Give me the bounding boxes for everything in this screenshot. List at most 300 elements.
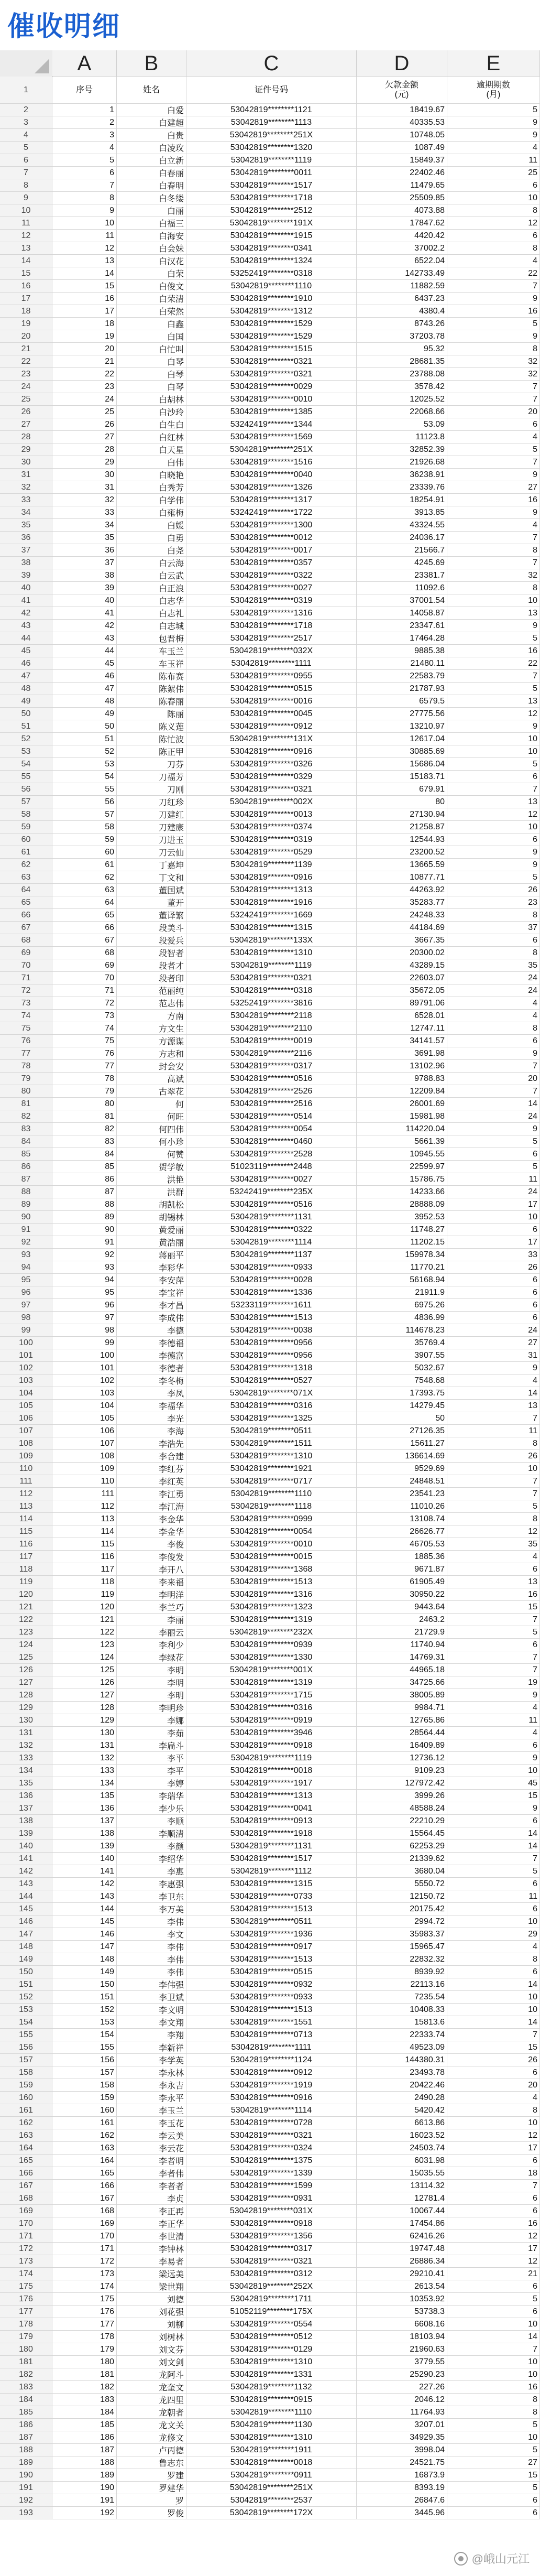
cell-amount[interactable]: 11748.27 [357, 1224, 447, 1236]
cell-seq[interactable]: 132 [52, 1752, 117, 1765]
cell-id-number[interactable]: 53042819********1919 [186, 2079, 357, 2092]
cell-overdue[interactable]: 5 [447, 1865, 540, 1878]
cell-seq[interactable]: 142 [52, 1878, 117, 1890]
cell-seq[interactable]: 118 [52, 1576, 117, 1588]
cell-name[interactable]: 车玉兰 [117, 645, 186, 657]
cell-amount[interactable]: 11123.8 [357, 431, 447, 443]
cell-seq[interactable]: 84 [52, 1148, 117, 1161]
cell-name[interactable]: 罗 [117, 2494, 186, 2507]
row-number[interactable]: 92 [0, 1236, 52, 1249]
row-number[interactable]: 139 [0, 1827, 52, 1840]
cell-overdue[interactable]: 7 [447, 456, 540, 469]
cell-name[interactable]: 范志伟 [117, 997, 186, 1010]
column-header-b[interactable]: B [117, 50, 186, 77]
cell-id-number[interactable]: 53042819********0318 [186, 984, 357, 997]
cell-name[interactable]: 李安萍 [117, 1274, 186, 1286]
cell-name[interactable]: 李明 [117, 1664, 186, 1676]
cell-overdue[interactable]: 8 [447, 242, 540, 255]
cell-id-number[interactable]: 53042819********1331 [186, 2368, 357, 2381]
row-number[interactable]: 47 [0, 670, 52, 683]
cell-overdue[interactable]: 8 [447, 544, 540, 557]
cell-id-number[interactable]: 53042819********0956 [186, 1337, 357, 1349]
cell-overdue[interactable]: 9 [447, 620, 540, 632]
cell-name[interactable]: 段爱兵 [117, 934, 186, 947]
cell-id-number[interactable]: 53042819********1511 [186, 1437, 357, 1450]
cell-id-number[interactable]: 53042819********1513 [186, 1953, 357, 1966]
cell-overdue[interactable]: 5 [447, 104, 540, 116]
cell-name[interactable]: 李翔 [117, 2029, 186, 2041]
row-number[interactable]: 31 [0, 469, 52, 481]
cell-amount[interactable]: 2490.28 [357, 2092, 447, 2104]
cell-seq[interactable]: 160 [52, 2104, 117, 2117]
row-number[interactable]: 74 [0, 1010, 52, 1022]
cell-amount[interactable]: 44184.69 [357, 922, 447, 934]
cell-overdue[interactable]: 7 [447, 1060, 540, 1073]
cell-id-number[interactable]: 53042819********0041 [186, 1802, 357, 1815]
cell-overdue[interactable]: 6 [447, 1903, 540, 1915]
cell-seq[interactable]: 168 [52, 2205, 117, 2217]
row-number[interactable]: 154 [0, 2016, 52, 2029]
column-header-e[interactable]: E [447, 50, 540, 77]
cell-amount[interactable]: 3779.55 [357, 2356, 447, 2368]
row-number[interactable]: 132 [0, 1739, 52, 1752]
cell-seq[interactable]: 95 [52, 1286, 117, 1299]
cell-id-number[interactable]: 53042819********1316 [186, 1588, 357, 1601]
cell-overdue[interactable]: 6 [447, 2306, 540, 2318]
cell-seq[interactable]: 53 [52, 758, 117, 771]
cell-id-number[interactable]: 53042819********1114 [186, 1236, 357, 1249]
cell-overdue[interactable]: 6 [447, 2066, 540, 2079]
cell-overdue[interactable]: 6 [447, 1563, 540, 1576]
cell-name[interactable]: 李宝祥 [117, 1286, 186, 1299]
cell-seq[interactable]: 36 [52, 544, 117, 557]
cell-overdue[interactable]: 5 [447, 683, 540, 695]
cell-overdue[interactable]: 4 [447, 2092, 540, 2104]
cell-amount[interactable]: 13665.59 [357, 859, 447, 871]
cell-id-number[interactable]: 53042819********0010 [186, 393, 357, 406]
cell-overdue[interactable]: 14 [447, 1978, 540, 1991]
cell-amount[interactable]: 10408.33 [357, 2004, 447, 2016]
cell-overdue[interactable]: 4 [447, 519, 540, 532]
cell-name[interactable]: 范丽纯 [117, 984, 186, 997]
cell-id-number[interactable]: 53042819********1318 [186, 1362, 357, 1374]
cell-overdue[interactable]: 5 [447, 1500, 540, 1513]
cell-seq[interactable]: 49 [52, 708, 117, 720]
cell-id-number[interactable]: 53042819********1112 [186, 1865, 357, 1878]
cell-seq[interactable]: 117 [52, 1563, 117, 1576]
cell-seq[interactable]: 136 [52, 1802, 117, 1815]
cell-amount[interactable]: 16409.89 [357, 1739, 447, 1752]
cell-id-number[interactable]: 53042819********1110 [186, 280, 357, 293]
cell-seq[interactable]: 88 [52, 1198, 117, 1211]
cell-overdue[interactable]: 6 [447, 771, 540, 783]
cell-seq[interactable]: 82 [52, 1123, 117, 1135]
cell-name[interactable]: 李玉花 [117, 2117, 186, 2129]
cell-id-number[interactable]: 53042819********0932 [186, 1978, 357, 1991]
row-number[interactable]: 130 [0, 1714, 52, 1727]
header-cell-a[interactable]: 序号 [52, 77, 117, 104]
cell-amount[interactable]: 136614.69 [357, 1450, 447, 1463]
cell-name[interactable]: 黄浩丽 [117, 1236, 186, 1249]
cell-id-number[interactable]: 53042819********191X [186, 217, 357, 230]
cell-overdue[interactable]: 5 [447, 871, 540, 884]
cell-name[interactable]: 胡锡林 [117, 1211, 186, 1224]
cell-overdue[interactable]: 32 [447, 368, 540, 381]
cell-seq[interactable]: 170 [52, 2230, 117, 2243]
cell-overdue[interactable]: 25 [447, 167, 540, 179]
row-number[interactable]: 150 [0, 1966, 52, 1978]
cell-name[interactable]: 李明珍 [117, 1702, 186, 1714]
cell-amount[interactable]: 20422.46 [357, 2079, 447, 2092]
header-cell-c[interactable]: 证件号码 [186, 77, 357, 104]
cell-seq[interactable]: 135 [52, 1790, 117, 1802]
row-number[interactable]: 136 [0, 1790, 52, 1802]
row-number[interactable]: 178 [0, 2318, 52, 2331]
cell-seq[interactable]: 41 [52, 607, 117, 620]
cell-amount[interactable]: 53.09 [357, 418, 447, 431]
row-number[interactable]: 21 [0, 343, 52, 355]
cell-id-number[interactable]: 53042819********0010 [186, 1538, 357, 1551]
cell-overdue[interactable]: 4 [447, 1551, 540, 1563]
cell-overdue[interactable]: 10 [447, 1765, 540, 1777]
cell-name[interactable]: 董国斌 [117, 884, 186, 896]
cell-amount[interactable]: 21911.9 [357, 1286, 447, 1299]
cell-overdue[interactable]: 15 [447, 2469, 540, 2482]
row-number[interactable]: 177 [0, 2306, 52, 2318]
cell-name[interactable]: 李易者 [117, 2255, 186, 2268]
cell-overdue[interactable]: 22 [447, 657, 540, 670]
cell-id-number[interactable]: 53042819********0917 [186, 1941, 357, 1953]
cell-id-number[interactable]: 53042819********1916 [186, 896, 357, 909]
cell-id-number[interactable]: 53042819********1132 [186, 2381, 357, 2394]
cell-overdue[interactable]: 10 [447, 821, 540, 834]
cell-amount[interactable]: 15686.04 [357, 758, 447, 771]
row-number[interactable]: 8 [0, 179, 52, 192]
row-number[interactable]: 78 [0, 1060, 52, 1073]
row-number[interactable]: 114 [0, 1513, 52, 1525]
cell-overdue[interactable]: 11 [447, 154, 540, 167]
cell-amount[interactable]: 8393.19 [357, 2482, 447, 2494]
row-number[interactable]: 105 [0, 1400, 52, 1412]
cell-seq[interactable]: 188 [52, 2456, 117, 2469]
cell-overdue[interactable]: 22 [447, 267, 540, 280]
cell-name[interactable]: 白媛 [117, 519, 186, 532]
cell-name[interactable]: 白海安 [117, 230, 186, 242]
cell-name[interactable]: 白春明 [117, 179, 186, 192]
row-number[interactable]: 15 [0, 267, 52, 280]
cell-id-number[interactable]: 53042819********1918 [186, 1827, 357, 1840]
cell-name[interactable]: 李惠强 [117, 1878, 186, 1890]
row-number[interactable]: 58 [0, 808, 52, 821]
cell-overdue[interactable]: 32 [447, 355, 540, 368]
cell-name[interactable]: 古翠花 [117, 1085, 186, 1098]
cell-id-number[interactable]: 53042819********0515 [186, 1966, 357, 1978]
cell-seq[interactable]: 29 [52, 456, 117, 469]
cell-amount[interactable]: 23788.08 [357, 368, 447, 381]
cell-name[interactable]: 梁世翔 [117, 2280, 186, 2293]
cell-overdue[interactable]: 12 [447, 708, 540, 720]
cell-seq[interactable]: 61 [52, 859, 117, 871]
cell-seq[interactable]: 28 [52, 443, 117, 456]
cell-id-number[interactable]: 53042819********0713 [186, 2029, 357, 2041]
cell-name[interactable]: 李冬梅 [117, 1374, 186, 1387]
cell-amount[interactable]: 2463.2 [357, 1614, 447, 1626]
cell-overdue[interactable]: 6 [447, 1274, 540, 1286]
cell-id-number[interactable]: 53042819********001X [186, 1664, 357, 1676]
cell-overdue[interactable]: 4 [447, 142, 540, 154]
cell-amount[interactable]: 3913.85 [357, 506, 447, 519]
cell-overdue[interactable]: 6 [447, 2155, 540, 2167]
cell-name[interactable]: 龙阿斗 [117, 2368, 186, 2381]
cell-seq[interactable]: 158 [52, 2079, 117, 2092]
row-number[interactable]: 134 [0, 1765, 52, 1777]
cell-overdue[interactable]: 8 [447, 1513, 540, 1525]
cell-id-number[interactable]: 53042819********0321 [186, 783, 357, 796]
cell-id-number[interactable]: 53042819********0326 [186, 758, 357, 771]
cell-name[interactable]: 白鑫 [117, 318, 186, 330]
cell-id-number[interactable]: 53042819********0316 [186, 1400, 357, 1412]
cell-id-number[interactable]: 53042819********3946 [186, 1727, 357, 1739]
row-number[interactable]: 183 [0, 2381, 52, 2394]
row-number[interactable]: 161 [0, 2104, 52, 2117]
cell-seq[interactable]: 163 [52, 2142, 117, 2155]
cell-amount[interactable]: 89791.06 [357, 997, 447, 1010]
cell-id-number[interactable]: 53042819********1718 [186, 192, 357, 204]
row-number[interactable]: 121 [0, 1601, 52, 1614]
row-number[interactable]: 172 [0, 2243, 52, 2255]
cell-amount[interactable]: 22333.74 [357, 2029, 447, 2041]
cell-name[interactable]: 洪群 [117, 1186, 186, 1198]
cell-seq[interactable]: 104 [52, 1400, 117, 1412]
cell-seq[interactable]: 148 [52, 1953, 117, 1966]
cell-id-number[interactable]: 53042819********131X [186, 733, 357, 745]
cell-name[interactable]: 白云海 [117, 557, 186, 569]
cell-overdue[interactable]: 6 [447, 1224, 540, 1236]
cell-overdue[interactable]: 9 [447, 859, 540, 871]
cell-overdue[interactable]: 20 [447, 406, 540, 418]
cell-name[interactable]: 李金华 [117, 1525, 186, 1538]
cell-amount[interactable]: 6528.01 [357, 1010, 447, 1022]
cell-amount[interactable]: 17393.75 [357, 1387, 447, 1400]
row-number[interactable]: 185 [0, 2406, 52, 2419]
row-number[interactable]: 149 [0, 1953, 52, 1966]
cell-seq[interactable]: 98 [52, 1324, 117, 1337]
cell-seq[interactable]: 33 [52, 506, 117, 519]
cell-amount[interactable]: 22603.07 [357, 972, 447, 984]
cell-seq[interactable]: 192 [52, 2507, 117, 2519]
row-number[interactable]: 80 [0, 1085, 52, 1098]
cell-amount[interactable]: 20175.42 [357, 1903, 447, 1915]
cell-amount[interactable]: 2613.54 [357, 2280, 447, 2293]
cell-id-number[interactable]: 53042819********252X [186, 2280, 357, 2293]
cell-overdue[interactable]: 16 [447, 2381, 540, 2394]
cell-amount[interactable]: 21926.68 [357, 456, 447, 469]
row-number[interactable]: 142 [0, 1865, 52, 1878]
cell-seq[interactable]: 191 [52, 2494, 117, 2507]
cell-overdue[interactable]: 6 [447, 834, 540, 846]
cell-amount[interactable]: 38005.89 [357, 1689, 447, 1702]
cell-amount[interactable]: 14058.87 [357, 607, 447, 620]
cell-id-number[interactable]: 53042819********1569 [186, 431, 357, 443]
cell-name[interactable]: 李明洋 [117, 1588, 186, 1601]
cell-amount[interactable]: 159978.34 [357, 1249, 447, 1261]
cell-name[interactable]: 李平 [117, 1765, 186, 1777]
cell-amount[interactable]: 22402.46 [357, 167, 447, 179]
cell-overdue[interactable]: 7 [447, 1664, 540, 1676]
cell-overdue[interactable]: 8 [447, 582, 540, 594]
cell-amount[interactable]: 5661.39 [357, 1135, 447, 1148]
cell-overdue[interactable]: 8 [447, 947, 540, 959]
row-number[interactable]: 140 [0, 1840, 52, 1853]
cell-id-number[interactable]: 53042819********0916 [186, 745, 357, 758]
cell-name[interactable]: 段美斗 [117, 922, 186, 934]
cell-name[interactable]: 刀建康 [117, 821, 186, 834]
cell-amount[interactable]: 13108.74 [357, 1513, 447, 1525]
cell-name[interactable]: 陈絮伟 [117, 683, 186, 695]
cell-seq[interactable]: 139 [52, 1840, 117, 1853]
cell-seq[interactable]: 75 [52, 1035, 117, 1047]
cell-id-number[interactable]: 53042819********1315 [186, 1878, 357, 1890]
cell-amount[interactable]: 28888.09 [357, 1198, 447, 1211]
row-number[interactable]: 56 [0, 783, 52, 796]
cell-id-number[interactable]: 53042819********2516 [186, 1098, 357, 1110]
cell-amount[interactable]: 22210.29 [357, 1815, 447, 1827]
cell-seq[interactable]: 157 [52, 2066, 117, 2079]
row-number[interactable]: 69 [0, 947, 52, 959]
cell-id-number[interactable]: 53042819********251X [186, 443, 357, 456]
cell-id-number[interactable]: 53042819********1110 [186, 2406, 357, 2419]
cell-seq[interactable]: 70 [52, 972, 117, 984]
cell-seq[interactable]: 93 [52, 1261, 117, 1274]
cell-id-number[interactable]: 53042819********0045 [186, 708, 357, 720]
cell-amount[interactable]: 26001.69 [357, 1098, 447, 1110]
cell-name[interactable]: 李伟 [117, 1966, 186, 1978]
cell-amount[interactable]: 227.26 [357, 2381, 447, 2394]
cell-name[interactable]: 白爱 [117, 104, 186, 116]
cell-amount[interactable]: 27130.94 [357, 808, 447, 821]
row-number[interactable]: 107 [0, 1425, 52, 1437]
cell-amount[interactable]: 14769.31 [357, 1651, 447, 1664]
cell-overdue[interactable]: 5 [447, 2293, 540, 2306]
row-number[interactable]: 119 [0, 1576, 52, 1588]
cell-seq[interactable]: 42 [52, 620, 117, 632]
cell-seq[interactable]: 5 [52, 154, 117, 167]
cell-seq[interactable]: 166 [52, 2180, 117, 2192]
cell-overdue[interactable]: 10 [447, 733, 540, 745]
cell-name[interactable]: 李伟 [117, 1953, 186, 1966]
cell-name[interactable]: 段者才 [117, 959, 186, 972]
row-number[interactable]: 126 [0, 1664, 52, 1676]
cell-overdue[interactable]: 32 [447, 569, 540, 582]
cell-name[interactable]: 丁文和 [117, 871, 186, 884]
cell-overdue[interactable]: 9 [447, 116, 540, 129]
cell-seq[interactable]: 186 [52, 2431, 117, 2444]
cell-overdue[interactable]: 6 [447, 1148, 540, 1161]
cell-name[interactable]: 李红芬 [117, 1463, 186, 1475]
row-number[interactable]: 96 [0, 1286, 52, 1299]
cell-seq[interactable]: 120 [52, 1601, 117, 1614]
cell-seq[interactable]: 159 [52, 2092, 117, 2104]
cell-id-number[interactable]: 53042819********2116 [186, 1047, 357, 1060]
row-number[interactable]: 71 [0, 972, 52, 984]
row-number[interactable]: 152 [0, 1991, 52, 2004]
cell-seq[interactable]: 177 [52, 2318, 117, 2331]
cell-id-number[interactable]: 53242419********1669 [186, 909, 357, 922]
cell-id-number[interactable]: 53042819********1130 [186, 2419, 357, 2431]
cell-id-number[interactable]: 53042819********0918 [186, 2217, 357, 2230]
cell-overdue[interactable]: 37 [447, 922, 540, 934]
cell-amount[interactable]: 114678.23 [357, 1324, 447, 1337]
cell-name[interactable]: 刘文剑 [117, 2356, 186, 2368]
cell-amount[interactable]: 18254.91 [357, 494, 447, 506]
cell-id-number[interactable]: 53042819********1121 [186, 104, 357, 116]
cell-overdue[interactable]: 24 [447, 1186, 540, 1198]
cell-overdue[interactable]: 16 [447, 2217, 540, 2230]
cell-name[interactable]: 李茹 [117, 1727, 186, 1739]
cell-name[interactable]: 白建超 [117, 116, 186, 129]
cell-seq[interactable]: 11 [52, 230, 117, 242]
row-number[interactable]: 101 [0, 1349, 52, 1362]
column-header-a[interactable]: A [52, 50, 117, 77]
cell-id-number[interactable]: 53042819********1119 [186, 154, 357, 167]
cell-name[interactable]: 白勇 [117, 532, 186, 544]
cell-name[interactable]: 李者者 [117, 2180, 186, 2192]
cell-amount[interactable]: 23339.76 [357, 481, 447, 494]
cell-seq[interactable]: 62 [52, 871, 117, 884]
cell-name[interactable]: 李贞 [117, 2192, 186, 2205]
cell-overdue[interactable]: 11 [447, 1890, 540, 1903]
cell-seq[interactable]: 13 [52, 255, 117, 267]
cell-id-number[interactable]: 53042819********0717 [186, 1475, 357, 1488]
row-number[interactable]: 164 [0, 2142, 52, 2155]
cell-amount[interactable]: 6522.04 [357, 255, 447, 267]
row-number[interactable]: 125 [0, 1651, 52, 1664]
row-number[interactable]: 20 [0, 330, 52, 343]
cell-seq[interactable]: 22 [52, 368, 117, 381]
row-number[interactable]: 148 [0, 1941, 52, 1953]
cell-seq[interactable]: 154 [52, 2029, 117, 2041]
cell-overdue[interactable]: 24 [447, 1324, 540, 1337]
cell-id-number[interactable]: 53042819********0054 [186, 1525, 357, 1538]
cell-name[interactable]: 车玉祥 [117, 657, 186, 670]
cell-seq[interactable]: 182 [52, 2381, 117, 2394]
cell-id-number[interactable]: 53042819********0321 [186, 972, 357, 984]
cell-seq[interactable]: 110 [52, 1475, 117, 1488]
cell-name[interactable]: 白志城 [117, 620, 186, 632]
cell-seq[interactable]: 26 [52, 418, 117, 431]
cell-id-number[interactable]: 53042819********0516 [186, 1073, 357, 1085]
cell-name[interactable]: 李万美 [117, 1903, 186, 1915]
cell-amount[interactable]: 24848.51 [357, 1475, 447, 1488]
cell-seq[interactable]: 176 [52, 2306, 117, 2318]
row-number[interactable]: 53 [0, 745, 52, 758]
cell-seq[interactable]: 116 [52, 1551, 117, 1563]
row-number[interactable]: 158 [0, 2066, 52, 2079]
cell-seq[interactable]: 133 [52, 1765, 117, 1777]
row-number[interactable]: 113 [0, 1500, 52, 1513]
cell-name[interactable]: 李金华 [117, 1513, 186, 1525]
cell-seq[interactable]: 111 [52, 1488, 117, 1500]
cell-id-number[interactable]: 53242419********1344 [186, 418, 357, 431]
row-number[interactable]: 22 [0, 355, 52, 368]
cell-name[interactable]: 李文翔 [117, 2016, 186, 2029]
row-number[interactable]: 55 [0, 771, 52, 783]
row-number[interactable]: 180 [0, 2343, 52, 2356]
cell-amount[interactable]: 10353.92 [357, 2293, 447, 2306]
row-number[interactable]: 46 [0, 657, 52, 670]
cell-id-number[interactable]: 53042819********1921 [186, 1463, 357, 1475]
cell-name[interactable]: 白琴 [117, 381, 186, 393]
